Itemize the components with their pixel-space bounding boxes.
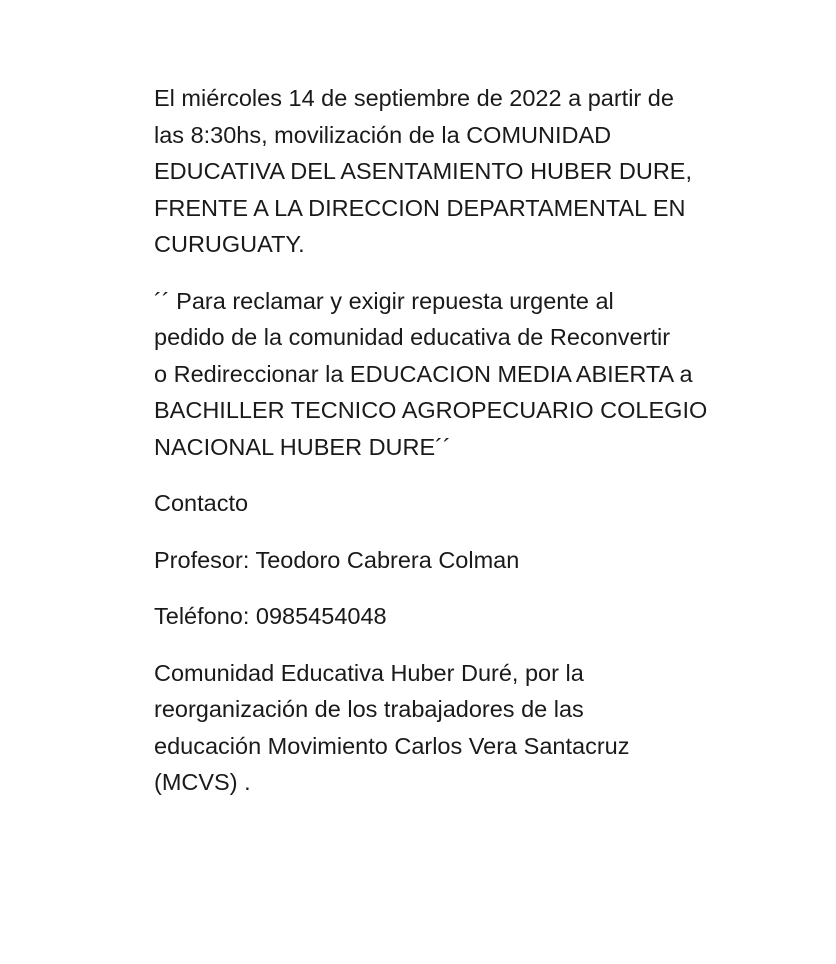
text-line: ´´ Para reclamar y exigir repuesta urgente al — [154, 287, 614, 314]
professor-text: Profesor: Teodoro Cabrera Colman — [154, 546, 520, 573]
text-line: EDUCATIVA DEL ASENTAMIENTO HUBER DURE, — [154, 158, 692, 184]
text-line: FRENTE A LA DIRECCION DEPARTAMENTAL EN — [154, 194, 686, 221]
text-line: reorganización de los trabajadores de las — [154, 696, 584, 722]
contact-heading — [154, 485, 794, 522]
text-line: o Redireccionar la EDUCACION MEDIA ABIERTA a — [154, 360, 693, 387]
text-line: pedido de la comunidad educativa de Reconvertir — [154, 324, 671, 350]
closing-paragraph — [154, 655, 794, 801]
text-line: El miércoles 14 de septiembre de 2022 a partir de — [154, 85, 674, 111]
text-line: (MCVS) . — [154, 769, 251, 795]
text-line: educación Movimiento Carlos Vera Santacruz — [154, 732, 630, 759]
text-line: las 8:30hs, movilización de la COMUNIDAD — [154, 121, 612, 148]
document-body — [154, 80, 794, 821]
professor-line — [154, 542, 794, 579]
text-line: BACHILLER TECNICO AGROPECUARIO COLEGIO — [154, 397, 708, 423]
quote-paragraph — [154, 283, 794, 466]
phone-text: Teléfono: 0985454048 — [154, 603, 387, 629]
text-line: CURUGUATY. — [154, 231, 305, 257]
text-line: Comunidad Educativa Huber Duré, por la — [154, 659, 584, 686]
text-line: NACIONAL HUBER DURE´´ — [154, 433, 451, 460]
phone-line — [154, 598, 794, 635]
contact-heading-text: Contacto — [154, 490, 249, 516]
announcement-paragraph — [154, 80, 794, 263]
